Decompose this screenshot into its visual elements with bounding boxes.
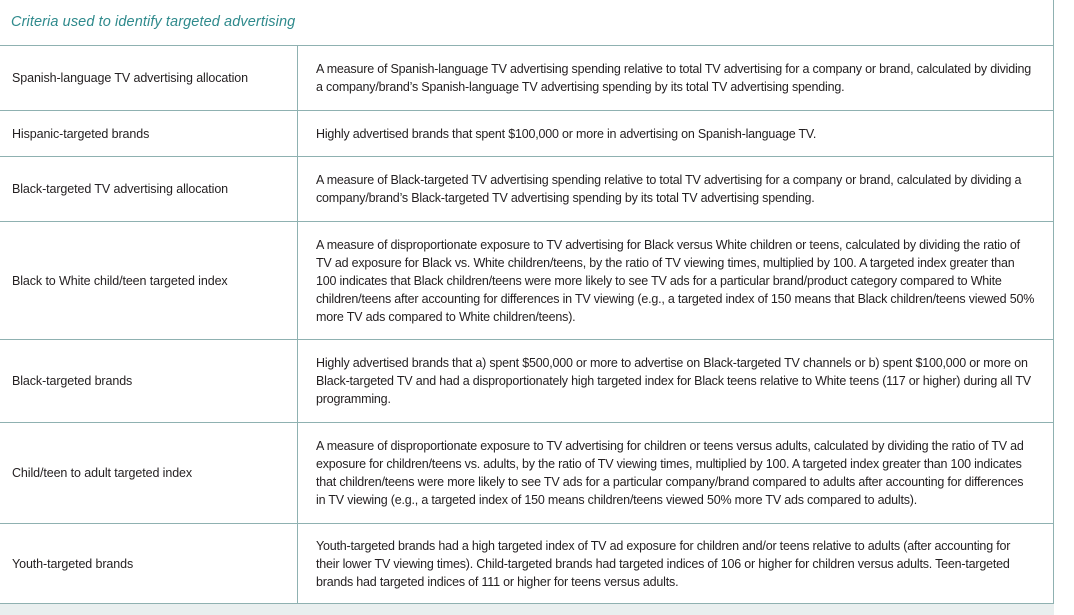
- criterion-definition: [298, 157, 1053, 221]
- definition-text: A measure of Spanish-language TV advertising spending relative to total TV advertising for a company or brand, calculated by dividing a company/brand’s Spanish-language TV advertising spending by its total TV advertising spending.: [316, 62, 1032, 94]
- criterion-definition: [298, 423, 1053, 523]
- criterion-definition: [298, 111, 1053, 156]
- criterion-definition: [298, 222, 1053, 339]
- table-title: Criteria used to identify targeted advertising: [11, 14, 296, 30]
- definition-text: A measure of disproportionate exposure to TV advertising for Black versus White children or teens, calculated by dividing the ratio of TV ad exposure for Black vs. White children/teens, by the ratio of TV viewing times, multiplied by 100. A targeted index greater than 100 indicates that Black children/teens were more likely to see TV ads for a particular brand/product category compared to White children/teens after accounting for differences in TV viewing (e.g., a targeted index of 150 means that Black children/teens viewed 50% more TV ads compared to White children/teens).: [316, 237, 1035, 324]
- criterion-term: Spanish-language TV advertising allocation: [0, 46, 298, 110]
- table-row: [0, 111, 1053, 157]
- table-row: [0, 157, 1053, 222]
- criterion-term: Child/teen to adult targeted index: [0, 423, 298, 523]
- definition-text: Youth-targeted brands had a high targeted index of TV ad exposure for children and/or teens relative to adults (after accounting for their lower TV viewing times). Child-targeted brands had targeted indices of 106 or higher for children versus adults. Teen-targeted brands had targeted indices of 111 or higher for teens versus adults.: [316, 539, 1011, 589]
- criterion-term: Black-targeted TV advertising allocation: [0, 157, 298, 221]
- definition-text: A measure of disproportionate exposure to TV advertising for children or teens versus adults, calculated by dividing the ratio of TV ad exposure for children/teens vs. adults, by the ratio of TV viewing times, multiplied by 100. A targeted index greater than 100 indicates that children/teens were more likely to see TV ads for a particular company/brand compared to adults after accounting for differences in TV viewing (e.g., a targeted index of 150 means children/teens viewed 50% more TV ads compared to adults).: [316, 439, 1024, 507]
- definition-text: A measure of Black-targeted TV advertising spending relative to total TV advertising for a company or brand, calculated by dividing a company/brand’s Black-targeted TV advertising spending by its total TV advertising spending.: [316, 173, 1022, 205]
- definition-text: Highly advertised brands that a) spent $500,000 or more to advertise on Black-targeted TV channels or b) spent $100,000 or more on Black-targeted TV and had a disproportionately high targeted index for Black teens relative to White teens (117 or higher) during all TV programming.: [316, 356, 1031, 406]
- table-row: [0, 340, 1053, 423]
- criterion-definition: [298, 524, 1053, 604]
- table-header: [0, 0, 1053, 46]
- criterion-definition: [298, 340, 1053, 422]
- criterion-term: Hispanic-targeted brands: [0, 111, 298, 156]
- definition-text: Highly advertised brands that spent $100,000 or more in advertising on Spanish-language TV.: [316, 126, 817, 141]
- right-margin: [1054, 0, 1074, 615]
- criterion-definition: [298, 46, 1053, 110]
- table-row: [0, 423, 1053, 524]
- criterion-term: Black-targeted brands: [0, 340, 298, 422]
- bottom-margin: [0, 604, 1054, 615]
- table-row: [0, 222, 1053, 340]
- table-row: [0, 46, 1053, 111]
- criterion-term: Black to White child/teen targeted index: [0, 222, 298, 339]
- table-row: [0, 524, 1053, 604]
- table-body: [0, 46, 1053, 604]
- criterion-term: Youth-targeted brands: [0, 524, 298, 604]
